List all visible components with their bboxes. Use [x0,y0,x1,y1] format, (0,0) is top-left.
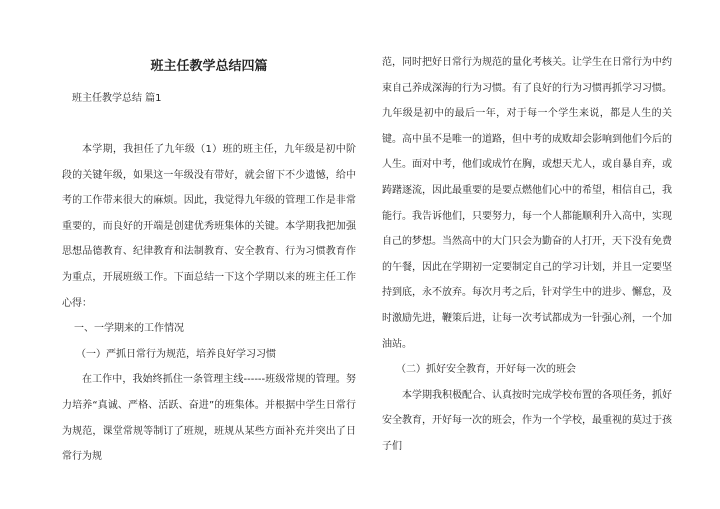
document-title: 班主任教学总结四篇 [150,59,268,74]
spacer [62,112,356,137]
subsection-heading-2: （二）抓好安全教育，开好每一次的班会 [396,364,576,376]
right-column [382,50,672,460]
section-subtitle: 班主任教学总结 篇1 [72,93,162,104]
section-heading: 一、一学期来的工作情况 [74,323,184,335]
subsection-heading: （一）严抓日常行为规范，培养良好学习习惯 [76,348,276,360]
intro-paragraph: 本学期，我担任了九年级（1）班的班主任，九年级是初中阶段的关键年级，如果这一年级没有带好，就会留下不少遗憾，给中考的工作带来很大的麻烦。因此，我觉得九年级的管理工作是非常重要的，而良好的开端是创建优秀班集体的关键。本学期我把加强思想品德教育、纪律教育和法制教育、安全教育、行为习惯教育作为重点，开展班级工作。下面总结一下这个学期以来的班主任工作心得： [62,144,356,309]
left-column [62,48,356,470]
body-paragraph-2: 本学期我积极配合、认真按时完成学校布置的各项任务，抓好安全教育，开好每一次的班会，作为一个学校，最重视的莫过于孩子们 [382,389,672,452]
body-paragraph: 在工作中，我始终抓住一条管理主线------班级常规的管理。努力培养“真诚、严格、活跃、奋进”的班集体。并根据中学生日常行为规范，课堂常规等制订了班规，班规从某些方面补充并突出了日常行为规 [62,374,356,463]
body-paragraph-continued: 范，同时把好日常行为规范的量化考核关。让学生在日常行为中约束自己养成深海的行为习惯。有了良好的行为习惯再抓学习习惯。九年级是初中的最后一年，对于每一个学生来说，都是人生的关键。高中虽不是唯一的道路，但中考的成败却会影响到他们今后的人生。面对中考，他们或成竹在胸，或想天尤人，或自暴自弃，或踌躇逐流，因此最重要的是要点燃他们心中的希望，相信自己，我能行。我告诉他们，只要努力，每一个人都能顺利升入高中，实现自己的梦想。当然高中的大门只会为勤奋的人打开，天下没有免费的午餐，因此在学期初一定要制定自己的学习计划，并且一定要坚持到底，永不放弃。每次月考之后，针对学生中的进步、懈怠，及时激励先进，鞭策后进，让每一次考试都成为一针强心剂，一个加油站。 [382,57,672,350]
